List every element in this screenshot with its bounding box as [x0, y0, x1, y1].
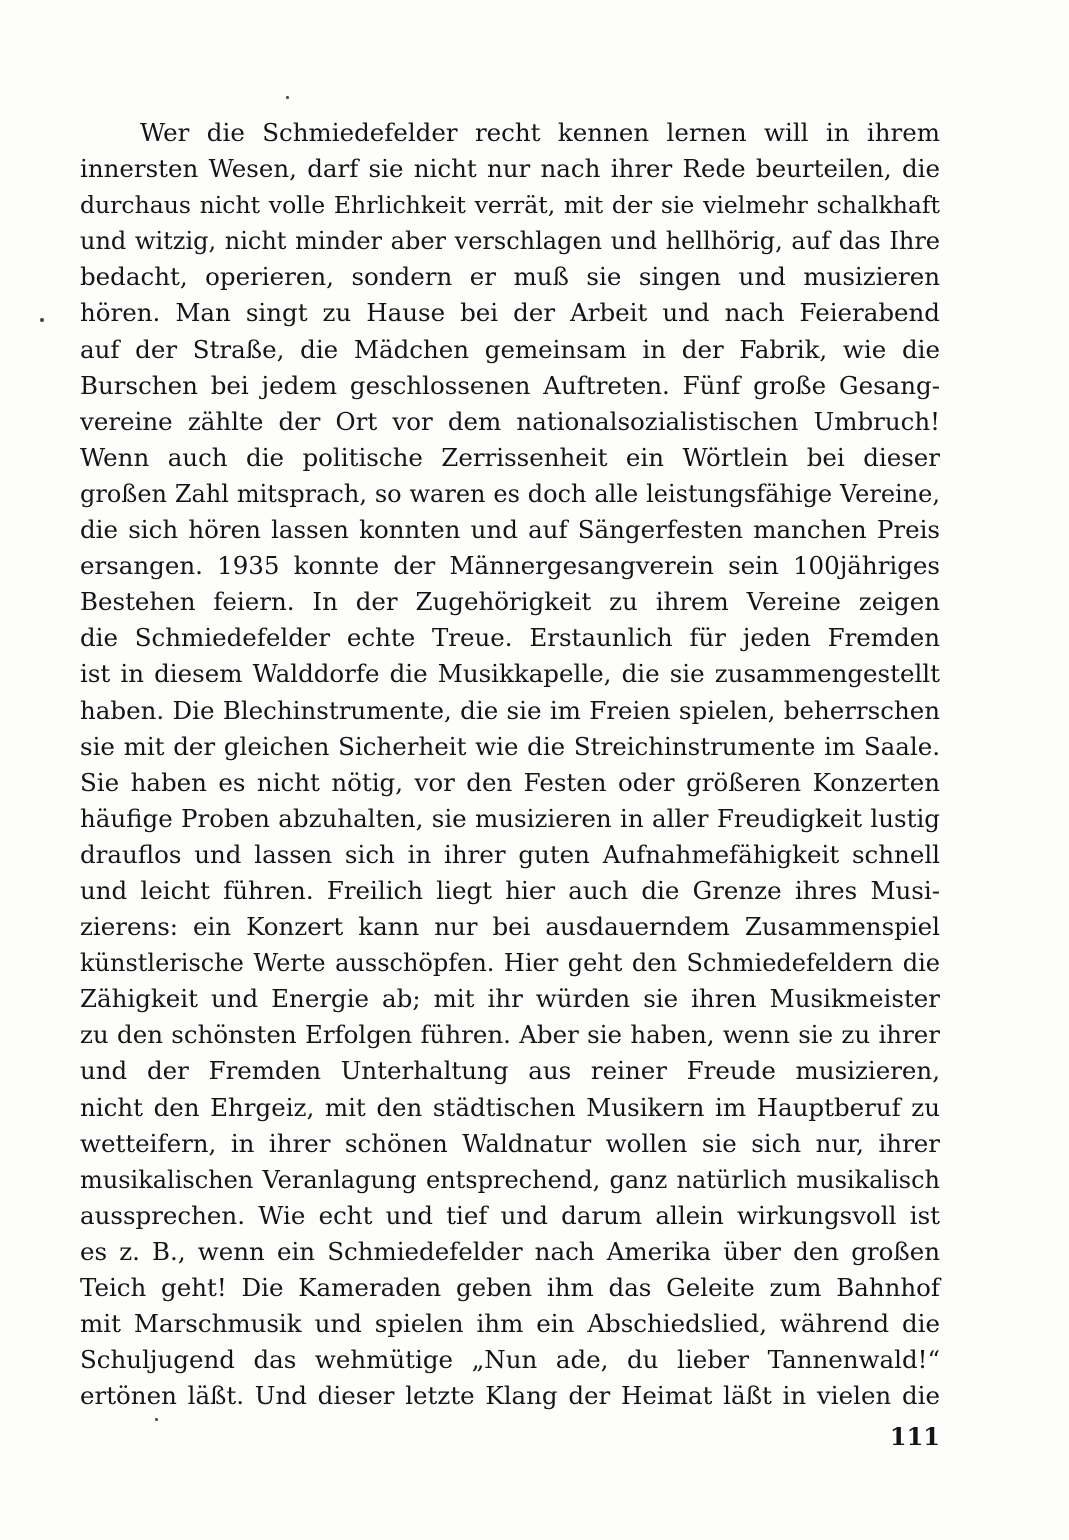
text-line: vereine zählte der Ort vor dem nationalsozialistischen Umbruch!: [80, 406, 940, 436]
text-line: drauflos und lassen sich in ihrer guten Aufnahmefähigkeit schnell: [80, 839, 940, 869]
text-line: innersten Wesen, darf sie nicht nur nach ihrer Rede beurteilen, die: [80, 154, 940, 184]
text-line: die sich hören lassen konnten und auf Sängerfesten manchen Preis: [80, 515, 940, 545]
text-line: musikalischen Veranlagung entsprechend, ganz natürlich musikalisch: [80, 1165, 940, 1194]
text-line: sie mit der gleichen Sicherheit wie die Streichinstrumente im Saale.: [80, 731, 940, 761]
text-line: nicht den Ehrgeiz, mit den städtischen Musikern im Hauptberuf zu: [80, 1092, 940, 1122]
text-line: häufige Proben abzuhalten, sie musizieren in aller Freudigkeit lustig: [80, 803, 940, 833]
text-line: künstlerische Werte ausschöpfen. Hier geht den Schmiedefeldern die: [80, 949, 940, 978]
text-line: ersangen. 1935 konnte der Männergesangverein sein 100jähriges: [80, 551, 940, 581]
body-text: [80, 115, 940, 1414]
text-line: mit Marschmusik und spielen ihm ein Abschiedslied, während die: [80, 1309, 940, 1339]
text-line: Wenn auch die politische Zerrissenheit ein Wörtlein bei dieser: [80, 442, 940, 472]
text-line: hören. Man singt zu Hause bei der Arbeit und nach Feierabend: [80, 298, 940, 328]
text-line: Sie haben es nicht nötig, vor den Festen oder größeren Konzerten: [80, 767, 940, 797]
text-line: ist in diesem Walddorfe die Musikkapelle, die sie zusammengestellt: [80, 659, 940, 689]
text-line: ertönen läßt. Und dieser letzte Klang der Heimat läßt in vielen die: [80, 1381, 940, 1411]
text-line: Wer die Schmiedefelder recht kennen lernen will in ihrem: [140, 118, 940, 147]
text-line: und der Fremden Unterhaltung aus reiner Freude musizieren,: [80, 1056, 940, 1086]
text-line: und leicht führen. Freilich liegt hier auch die Grenze ihres Musi-: [80, 875, 940, 905]
text-line: bedacht, operieren, sondern er muß sie singen und musizieren: [80, 262, 940, 292]
text-line: aussprechen. Wie echt und tief und darum allein wirkungsvoll ist: [80, 1200, 940, 1230]
ink-speck: [286, 96, 289, 99]
text-line: großen Zahl mitsprach, so waren es doch alle leistungsfähige Vereine,: [80, 479, 940, 508]
text-line: Zähigkeit und Energie ab; mit ihr würden sie ihren Musikmeister: [80, 984, 940, 1014]
text-line: zierens: ein Konzert kann nur bei ausdauerndem Zusammenspiel: [80, 912, 940, 942]
text-line: haben. Die Blechinstrumente, die sie im Freien spielen, beherrschen: [80, 695, 940, 725]
text-line: Bestehen feiern. In der Zugehörigkeit zu ihrem Vereine zeigen: [80, 587, 940, 617]
text-line: wetteifern, in ihrer schönen Waldnatur wollen sie sich nur, ihrer: [80, 1128, 940, 1158]
text-line: die Schmiedefelder echte Treue. Erstaunlich für jeden Fremden: [80, 623, 940, 653]
text-line: und witzig, nicht minder aber verschlagen und hellhörig, auf das Ihre: [80, 227, 940, 256]
text-line: es z. B., wenn ein Schmiedefelder nach Amerika über den großen: [80, 1236, 940, 1266]
ink-speck: [155, 1418, 158, 1421]
text-line: Teich geht! Die Kameraden geben ihm das Geleite zum Bahnhof: [80, 1273, 940, 1302]
text-line: Burschen bei jedem geschlossenen Auftreten. Fünf große Gesang-: [80, 370, 940, 400]
text-line: durchaus nicht volle Ehrlichkeit verrät, mit der sie vielmehr schalkhaft: [80, 191, 940, 220]
text-line: zu den schönsten Erfolgen führen. Aber sie haben, wenn sie zu ihrer: [80, 1020, 940, 1050]
text-line: auf der Straße, die Mädchen gemeinsam in der Fabrik, wie die: [80, 334, 940, 364]
page-number: 111: [889, 1422, 940, 1451]
ink-speck: [40, 318, 44, 322]
text-line: Schuljugend das wehmütige „Nun ade, du lieber Tannenwald!“: [80, 1345, 940, 1375]
